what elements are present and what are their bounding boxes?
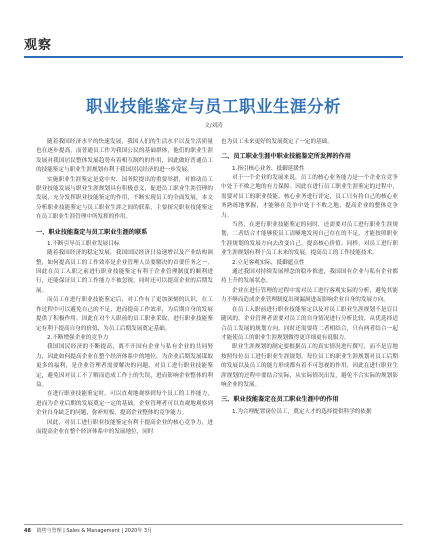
paragraph: 实施职业生涯鉴定是党中央、国务院提出的重要举措，对推动员工职业技能发展与职业生涯规划具有积极意义，促进员工职业生涯管理的发展，充分发挥职业技能鉴定的作用，不断实现员工的全面发展，本文分析职业技能鉴定与员工职业生涯之间的联系，主要探究职业技能鉴定在员工职业生涯管理中所发挥的作用。 (36, 176, 213, 221)
subheading: 1.指引核心业务、抵御延缓性 (232, 165, 305, 172)
left-column (36, 138, 213, 437)
page-number: 48 (24, 528, 31, 534)
paragraph: 因此，对员工进行职业技能鉴定有利于提高企业的核心竞争力，进而提高企业在整个经济体系中的发展地位，同时 (36, 419, 213, 435)
article-title: 职业技能鉴定与员工职业生涯分析 (86, 97, 341, 116)
header-divider (24, 56, 403, 58)
paragraph: 我国国民经济的不断提高，离不开国有企业与私有企业的共同努力，因此如何提高企业在整个经济体系中的地位，为企业后期发展谋取更多的福利，是企业管理者需要解决的问题。对员工进行职业技能鉴定，避免因对员工不了解而造成工作上的失误，进而影响企业整体的利益。 (36, 344, 213, 388)
paragraph: 在员工入职前进行职业技能鉴定以及对员工职业生涯规划不是盲目随风的，企业管理者需要对员工的自身情况进行分析比较，从优选择适合员工发展的规划方向，同时还需要将二者相结合，只有两者结合一起才能使员工的职业生涯规划做得更详细更有说服力。 (221, 306, 398, 341)
paragraph: 随着我国经济的稳定发展，我国国民经济日益递增以及产业结构调整，如何提高员工的工作效率是企业管理人员要解决的首要任务之一，因此在员工入职之前进行职业技能鉴定有利于企业管理制度的顺利进行，还能保证员工的工作能力不被忽视，同时还可以提高企业的后期发展。 (36, 250, 213, 294)
journal-info: 销售与管理 | Sales & Management | 2020年 3月 (36, 528, 153, 534)
section-heading: 一、职业技能鉴定与员工职业生涯的联系 (36, 228, 148, 236)
paragraph: 通过我国对持续发展理念的稳步推进，我国国有企业与私有企业都持上升的发展状态。 (221, 269, 398, 285)
subheading: 1.为合理配置岗位员工，奠定人才的选择提供科学的依据 (232, 408, 372, 415)
paragraph: 而员工在进行职业技能鉴定后，对工作有了更加深刻的认识，在工作过程中可以避免自己的不足，进而提高工作效率，为后期自身的发展提供了积极作用。因此在对个人职前的员工职业采取，进行职业技能鉴定有利于提高自身的价值，为员工后期发展奠定基础。 (36, 297, 213, 332)
paragraph: 当然，在进行职业技能鉴定的同时，还需要对员工进行职业生涯规划，二者结合才能够使员工清晰地发现自己存在的不足，才能按照职业生涯规划的发展方向去改变自己，提高核心价值。同样，对员工进行职业生涯规划有利于员工未来的发展，提高员工的工作技能技术。 (221, 222, 398, 257)
right-column (221, 138, 398, 417)
section-label: 观察 (24, 38, 53, 53)
paragraph: 企业在进行管理的过程中需对员工进行客观实际的分析，避免其能力不够而造成企业管理制度出现漏洞进而影响企业自身的发展方向。 (221, 287, 398, 304)
paragraph: 对于一个企业的发展来说，员工的核心业务能力是一个企业在竞争中处于不败之地的有力保障。因此在进行员工职业生涯鉴定的过程中，需要对员工的职业技能、核心业务进行评定，员工只有将自己的核心业务熟练地掌握，才能够在竞争中处于不败之地，提高企业的整体竞争力。 (221, 175, 398, 219)
section-heading: 二、员工职业生涯中职业技能鉴定所发挥的作用 (221, 153, 351, 161)
footer-divider (24, 524, 403, 525)
subheading: 2.不断增强企业的竞争力 (47, 334, 109, 341)
section-heading: 三、职业技能鉴定在员工职业生涯中的作用 (221, 396, 339, 404)
paragraph: 也为员工未来更好的发展奠定了一定的基础。 (221, 139, 333, 145)
paragraph: 职业生涯规划的制定要根据员工的真实情况进行撰写，而不是盲地按照每位员工进行职业生涯规划。每位员工的职业生涯规划对员工后期的发展以及员工的能力形成都有着不可忽视的作用，因此在进行职业生涯规划的过程中要结合实际，从实际情况出发，避免不合实际的规划影响企业的发展。 (221, 344, 398, 388)
article-author: 文/刘涛 (204, 123, 223, 129)
subheading: 2.立足客观实际，抵御遮点性 (232, 259, 305, 266)
paragraph: 在进行职业技能鉴定时，可以直观地观察到每个员工的工作能力，进而为企业后期的发展奠定一定的基础，企业管理者可以直观地观察到企业自身缺乏的问题，弥补短板，提高企业整体的竞争能力。 (36, 391, 213, 417)
subheading: 1.不断引导员工职业发展目标 (47, 240, 120, 247)
paragraph: 随着我国经济水平的快速发展，我国人们的生活水平以及生活质量也在逐步提高，而普通员工作为我国公民的基础群体，他们的职业生涯发展对我国居民整体发展趋势有着相互制约的作用，因此做好普通员工的技能鉴定与职业生涯规划有利于我国居民经济的进一步发展。 (36, 139, 213, 174)
page-footer (24, 527, 152, 534)
